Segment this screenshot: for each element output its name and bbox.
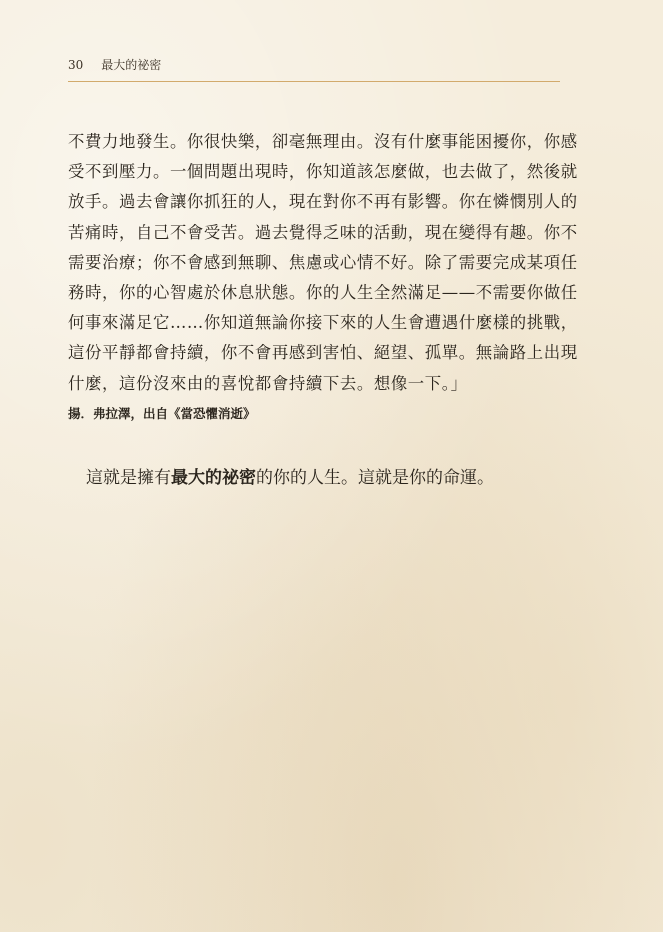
quote-block — [68, 127, 578, 399]
quote-line: 苦痛時，自己不會受苦。過去覺得乏味的活動，現在變得有趣。你不 — [68, 222, 578, 242]
header-rule — [68, 81, 560, 82]
closing-text-before: 這就是擁有 — [86, 468, 171, 488]
book-title: 最大的祕密 — [101, 58, 162, 72]
quote-line: 放手。過去會讓你抓狂的人，現在對你不再有影響。你在憐憫別人的 — [68, 192, 578, 212]
quote-line: 不費力地發生。你很快樂，卻毫無理由。沒有什麼事能困擾你，你感 — [68, 132, 578, 151]
closing-sentence — [86, 463, 494, 488]
closing-text-after: 的你的人生。這就是你的命運。 — [256, 468, 494, 488]
page-number: 30 — [68, 58, 84, 72]
quote-line: 受不到壓力。一個問題出現時，你知道該怎麼做，也去做了，然後就 — [68, 162, 578, 182]
quote-line: 這份平靜都會持續，你不會再感到害怕、絕望、孤單。無論路上出現 — [68, 343, 578, 363]
running-header — [68, 56, 560, 73]
quote-line: 什麼，這份沒來由的喜悅都會持續下去。想像一下。」 — [68, 373, 468, 393]
quote-line: 務時，你的心智處於休息狀態。你的人生全然滿足——不需要你做任 — [68, 283, 578, 303]
quote-line: 需要治療；你不會感到無聊、焦慮或心情不好。除了需要完成某項任 — [68, 252, 578, 272]
quote-attribution: 揚．弗拉澤，出自《當恐懼消逝》 — [68, 406, 256, 421]
quote-line: 何事來滿足它……你知道無論你接下來的人生會遭遇什麼樣的挑戰， — [68, 313, 578, 333]
closing-emphasis: 最大的祕密 — [171, 468, 256, 488]
